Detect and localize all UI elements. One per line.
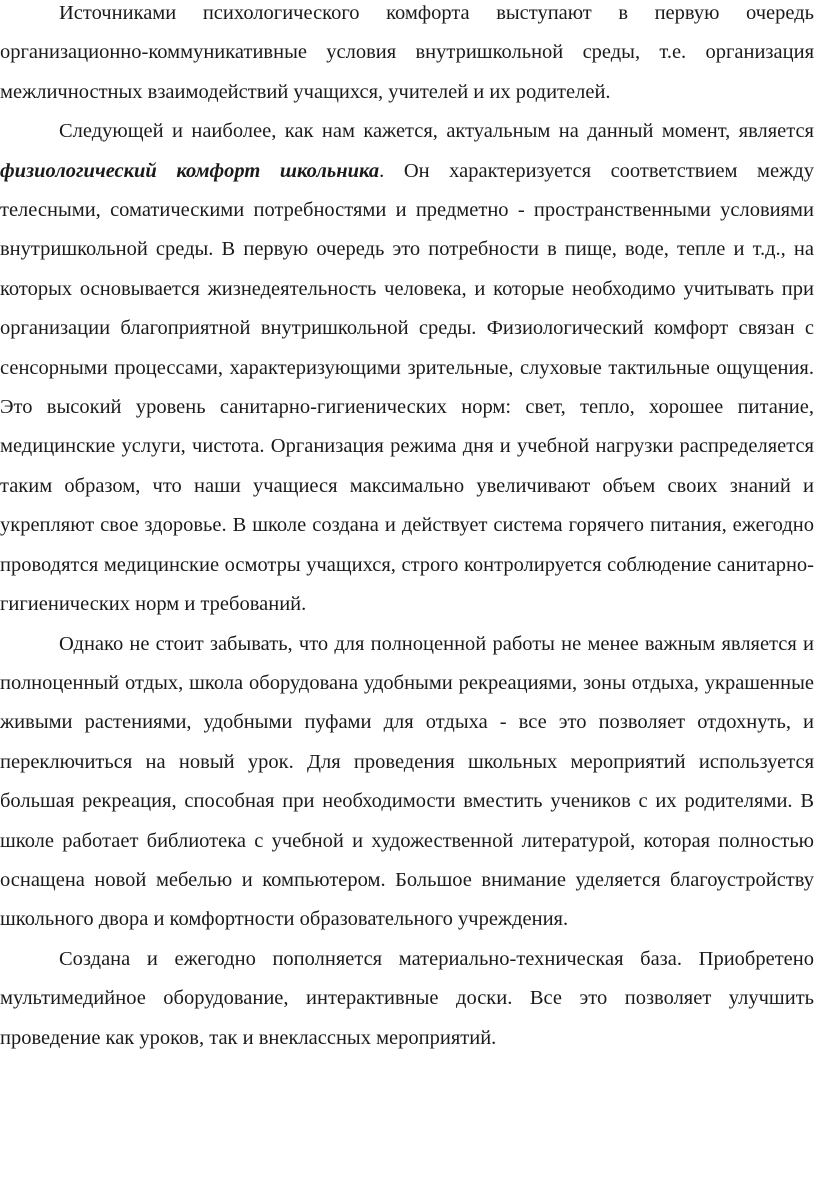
emphasized-term: физиологический комфорт школьника bbox=[0, 159, 380, 182]
paragraph-lead-text: Следующей и наиболее, как нам кажется, актуальным на данный момент, является bbox=[59, 120, 814, 143]
paragraph-psychological-comfort: Источниками психологического комфорта выступают в первую очередь организационно-коммуникативные условия внутришкольной среды, т.е. организация межличностных взаимодействий учащихся, учителей и их родителей. bbox=[0, 2, 814, 103]
paragraph-material-base: Создана и ежегодно пополняется материально-техническая база. Приобретено мультимедийное оборудование, интерактивные доски. Все это позволяет улучшить проведение как уроков, так и внеклассных мероприятий. bbox=[0, 947, 814, 1049]
paragraph-physiological-comfort bbox=[0, 112, 814, 624]
paragraph-rest-and-recreation: Однако не стоит забывать, что для полноценной работы не менее важным является и полноценный отдых, школа оборудована удобными рекреациями, зоны отдыха, украшенные живыми растениями, удобными пуфами для отдыха - все это позволяет отдохнуть, и переключиться на новый урок. Для проведения школьных мероприятий используется большая рекреация, способная при необходимости вместить учеников с их родителями. В школе работает библиотека с учебной и художественной литературой, которая полностью оснащена новой мебелью и компьютером. Большое внимание уделяется благоустройству школьного двора и комфортности образовательного учреждения. bbox=[0, 632, 814, 931]
paragraph-body-text: . Он характеризуется соответствием между телесными, соматическими потребностями и предметно - пространственными условиями внутришкольной среды. В первую очередь это потребности в пище, воде, тепле и т.д., на которых основывается жизнедеятельность человека, и которые необходимо учитывать при организации благоприятной внутришкольной среды. Физиологический комфорт связан с сенсорными процессами, характеризующими зрительные, слуховые тактильные ощущения. Это высокий уровень санитарно-гигиенических норм: свет, тепло, хорошее питание, медицинские услуги, чистота. Организация режима дня и учебной нагрузки распределяется таким образом, что наши учащиеся максимально увеличивают объем своих знаний и укрепляют свое здоровье. В школе создана и действует система горячего питания, ежегодно проводятся медицинские осмотры учащихся, строго контролируется соблюдение санитарно-гигиенических норм и требований. bbox=[0, 159, 814, 616]
